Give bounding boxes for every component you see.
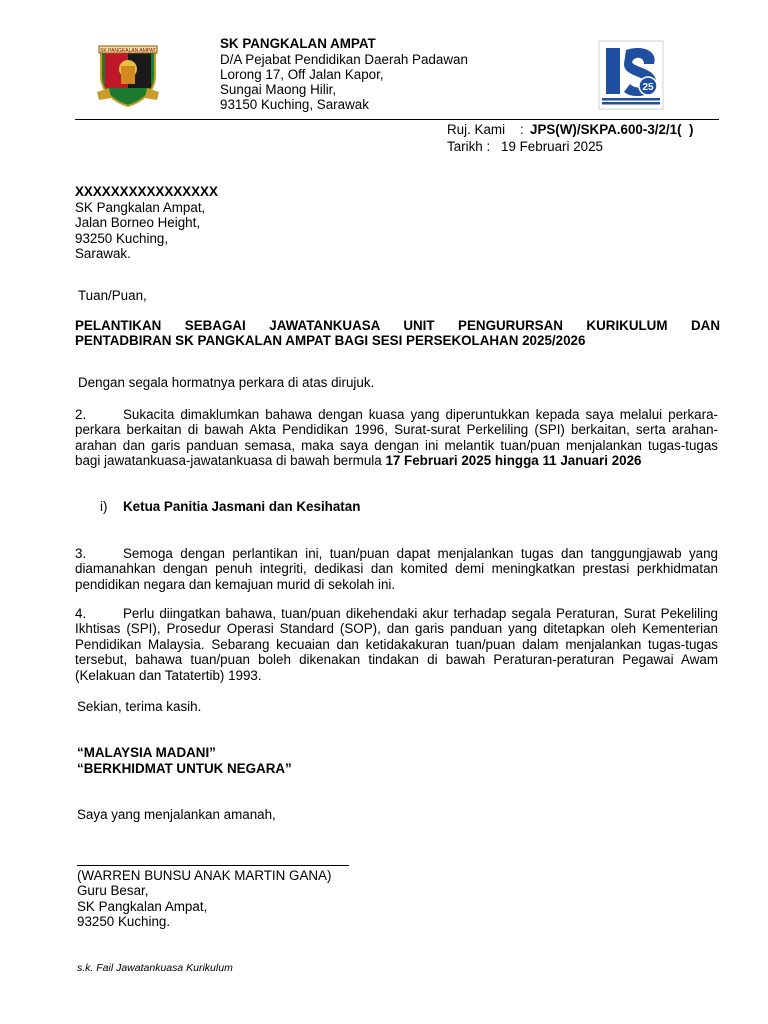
letter-subject [75, 318, 720, 349]
signatory-title: Guru Besar, [77, 883, 149, 898]
paragraph-3 [75, 546, 718, 592]
recipient-name: XXXXXXXXXXXXXXXX [75, 184, 218, 199]
signatory-city: 93250 Kuching. [77, 914, 171, 929]
paragraph-4 [75, 606, 718, 683]
paragraph-3-number: 3. [75, 546, 87, 561]
reference-colon: : [520, 122, 524, 137]
paragraph-2 [75, 407, 718, 469]
carbon-copy-note: s.k. Fail Jawatankuasa Kurikulum [77, 962, 233, 974]
paragraph-4-number: 4. [75, 606, 87, 621]
signatory-name: (WARREN BUNSU ANAK MARTIN GANA) [77, 868, 332, 883]
logo-number: 25 [642, 82, 654, 93]
subject-line-1: PELANTIKAN SEBAGAI JAWATANKUASA UNIT PENGURURSAN KURIKULUM DAN [75, 318, 720, 333]
reference-label: Ruj. Kami [447, 122, 506, 137]
motto-line-2: “BERKHIDMAT UNTUK NEGARA” [77, 761, 292, 776]
motto-line-1: “MALAYSIA MADANI” [77, 745, 216, 760]
school-address-line-4: 93150 Kuching, Sarawak [220, 97, 369, 112]
recipient-line-1: SK Pangkalan Ampat, [75, 200, 206, 215]
date-label: Tarikh : [447, 139, 491, 154]
trust-line: Saya yang menjalankan amanah, [77, 807, 276, 822]
paragraph-4-text: Perlu diingatkan bahawa, tuan/puan dikehendaki akur terhadap segala Peraturan, Surat Pekeliling Ikhtisas (SPI), Prosedur Operasi Standard (SOP), dan garis panduan yang ditetapkan oleh Kementerian Pendidikan Malaysia. Sebarang kecuaian dan ketidakakuran tuan/puan dalam menjalankan tugas-tugas tersebut, bahawa tuan/puan boleh dikenakan tindakan di bawah Peraturan-peraturan Pegawai Awam (Kelakuan dan Tatatertib) 1993. [75, 606, 718, 683]
paragraph-3-text: Semoga dengan perlantikan ini, tuan/puan dapat menjalankan tugas dan tanggungjawab yang diamanahkan dengan penuh integriti, dedikasi dan komited demi meningkatkan prestasi perkhidmatan pendidikan negara dan kemajuan murid di sekolah ini. [75, 546, 718, 592]
opening-sentence: Dengan segala hormatnya perkara di atas dirujuk. [78, 375, 375, 390]
signature-line [77, 865, 349, 866]
subject-line-2: PENTADBIRAN SK PANGKALAN AMPAT BAGI SESI PERSEKOLAHAN 2025/2026 [75, 333, 586, 349]
school-address-line-1: D/A Pejabat Pendidikan Daerah Padawan [220, 52, 468, 67]
crest-banner-text: SK PANGKALAN AMPAT [100, 48, 156, 54]
appointment-item-marker: i) [100, 499, 108, 514]
salutation: Tuan/Puan, [78, 288, 147, 303]
paragraph-2-number: 2. [75, 407, 87, 422]
school-address-line-3: Sungai Maong Hilir, [220, 82, 337, 97]
school-address-line-2: Lorong 17, Off Jalan Kapor, [220, 67, 384, 82]
school-crest-logo [97, 42, 159, 108]
date-value: 19 Februari 2025 [501, 139, 603, 154]
letterhead-divider [75, 119, 719, 120]
reference-number: JPS(W)/SKPA.600-3/2/1( ) [530, 122, 694, 137]
closing-line: Sekian, terima kasih. [77, 699, 202, 714]
paragraph-2-text: Sukacita dimaklumkan bahawa dengan kuasa yang diperuntukkan kepada saya melalui perkara-perkara berkaitan di bawah Akta Pendidikan 1996, Surat-surat Perkeliling (SPI) berkaitan, serta arahan-arahan dan garis panduan semasa, maka saya dengan ini melantik tuan/puan menjalankan tugas-tugas bagi jawatankuasa-jawatankuasa di bawah bermula [75, 407, 718, 469]
ministry-transformation-logo [598, 40, 664, 110]
recipient-line-2: Jalan Borneo Height, [75, 215, 201, 230]
school-name: SK PANGKALAN AMPAT [220, 36, 376, 51]
recipient-line-4: Sarawak. [75, 246, 131, 261]
signatory-organisation: SK Pangkalan Ampat, [77, 899, 208, 914]
appointment-item-text: Ketua Panitia Jasmani dan Kesihatan [123, 499, 361, 514]
paragraph-2-date-range: 17 Februari 2025 hingga 11 Januari 2026 [385, 453, 642, 469]
recipient-line-3: 93250 Kuching, [75, 231, 169, 246]
